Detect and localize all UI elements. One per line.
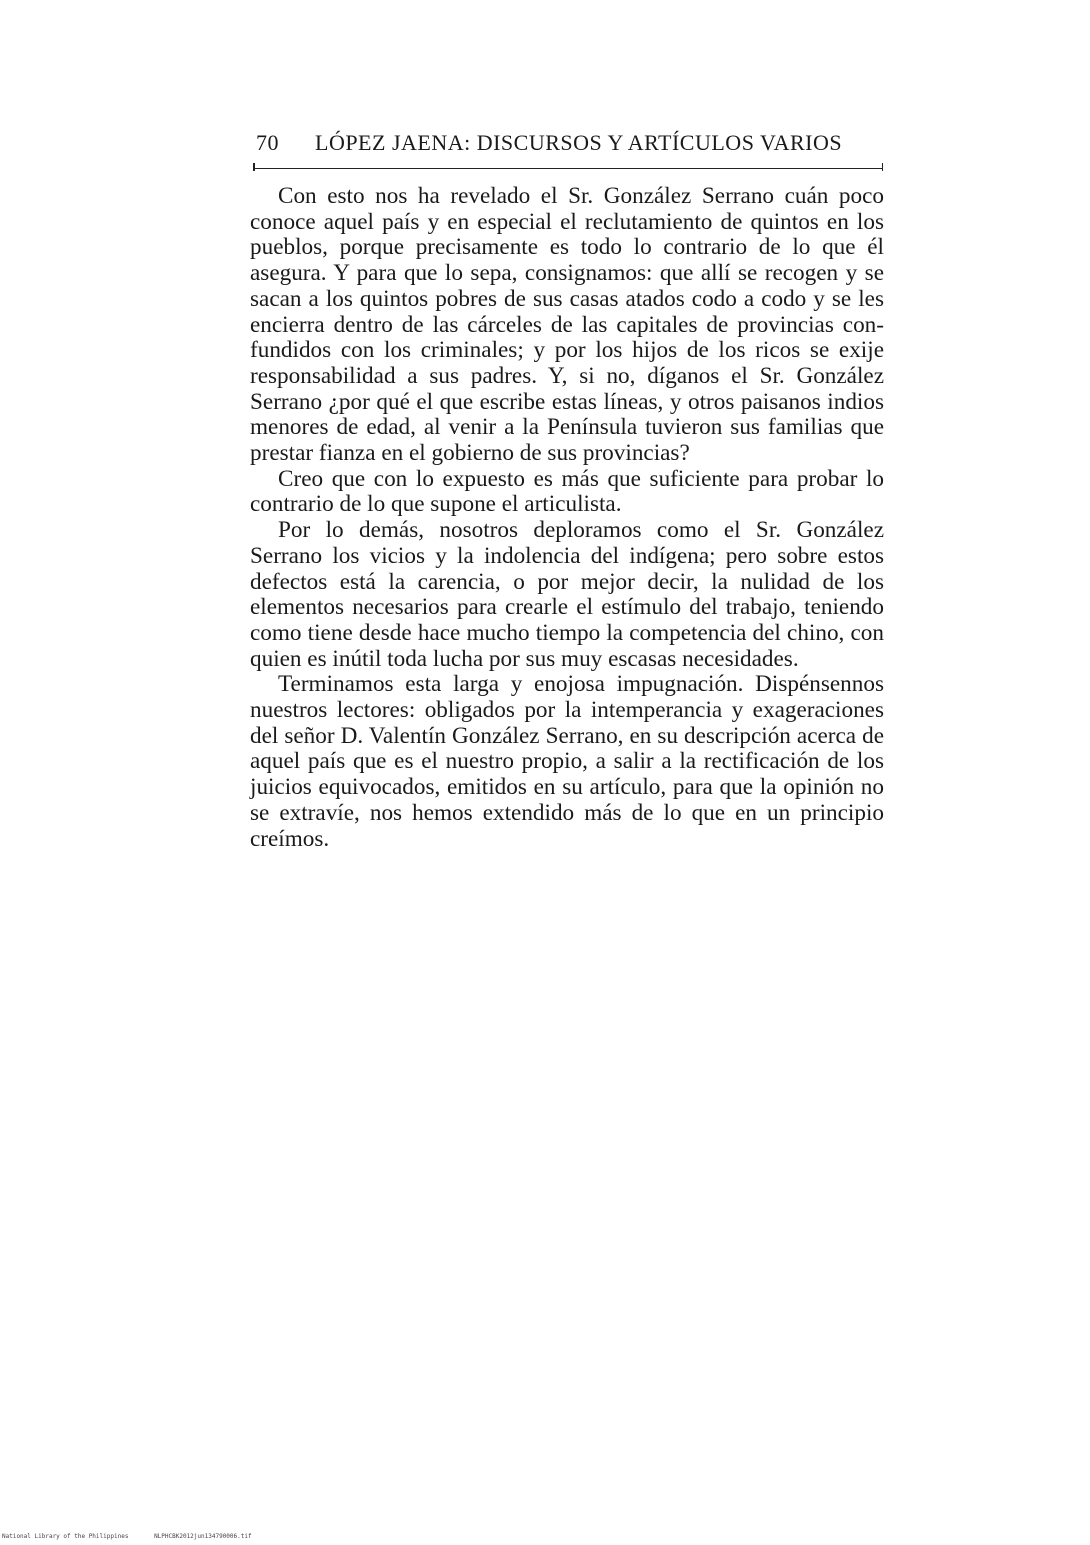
body-text — [250, 184, 884, 852]
page-header — [253, 130, 883, 164]
paragraph: Con esto nos ha revelado el Sr. González Serrano cuán poco conoce aquel país y en especial el reclutamiento de quintos en los pueblos, porque precisamente es todo lo contrario de lo que él asegura. Y para que lo sepa, consignamos: que allí se recogen y se sacan a los quintos pobres de sus casas atados codo a codo y se les encierra dentro de las cárceles de las capitales de provincias confundidos con los criminales; y por los hijos de los ricos se exije responsabilidad a sus padres. Y, si no, díganos el Sr. González Serrano ¿por qué el que escribe estas líneas, y otros paisanos indios menores de edad, al venir a la Península tuvieron sus familias que prestar fianza en el gobierno de sus provincias? — [250, 183, 884, 467]
paragraph: Terminamos esta larga y enojosa impugnación. Dispénsennos nuestros lectores: obligados por la intemperancia y exageraciones del señor D. Valentín González Serrano, en su descripción acerca de aquel país que es el nuestro propio, a salir a la rectificación de los juicios equivocados, emitidos en su artículo, para que la opinión no se extravíe, nos hemos extendido más de lo que en un principio creímos. — [250, 671, 884, 852]
page-number: 70 — [256, 130, 279, 155]
running-title: LÓPEZ JAENA: DISCURSOS Y ARTÍCULOS VARIOS — [315, 130, 843, 155]
paragraph: Por lo demás, nosotros deploramos como el Sr. González Serrano los vicios y la indolencia del indígena; pero sobre estos defectos está la carencia, o por mejor decir, la nulidad de los elementos necesarios para crearle el estímulo del trabajo, teniendo como tiene desde hace mucho tiempo la competencia del chino, con quien es inútil toda lucha por sus muy escasas necesidades. — [250, 517, 884, 672]
file-id: NLPHCBK2012jun134790006.tif — [154, 1533, 252, 1540]
header-rule — [253, 168, 883, 169]
library-credit: National Library of the Philippines — [2, 1533, 129, 1540]
scan-footer — [2, 1533, 274, 1540]
paragraph: Creo que con lo expuesto es más que suficiente para probar lo contrario de lo que supone el articulista. — [250, 465, 884, 518]
